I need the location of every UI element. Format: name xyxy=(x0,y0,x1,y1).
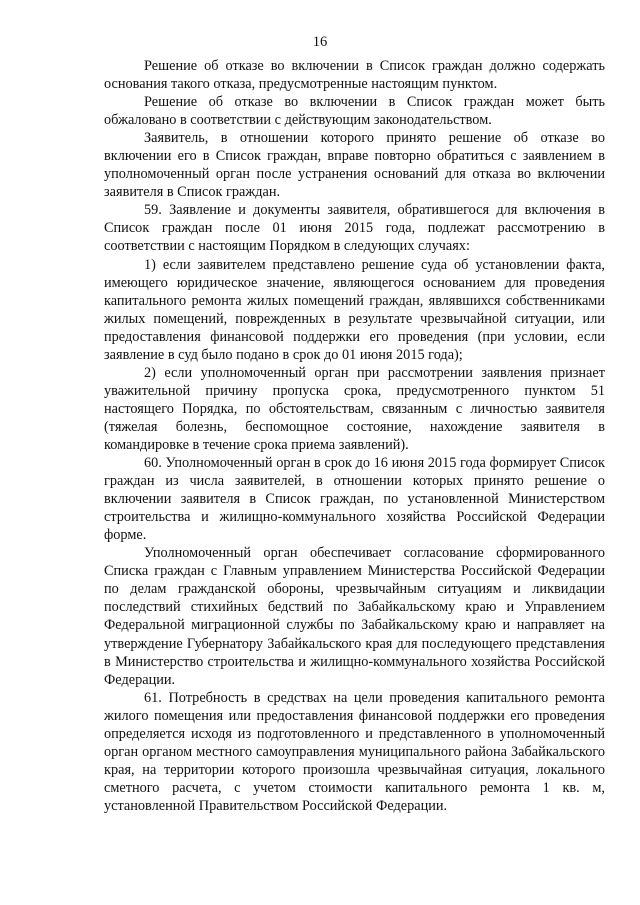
paragraph-repeat-application: Заявитель, в отношении которого принято решение об отказе во включении его в Список граждан, вправе повторно обратиться с заявлением в уполномоченный орган после устранения оснований для отказа во включении заявителя в Список граждан. xyxy=(104,130,605,201)
page-number: 16 xyxy=(312,34,328,50)
paragraph-item-59: 59. Заявление и документы заявителя, обратившегося для включения в Список граждан после 01 июня 2015 года, подлежат рассмотрению в соответствии с настоящим Порядком в следующих случаях: xyxy=(104,202,605,255)
paragraph-item-61: 61. Потребность в средствах на цели проведения капитального ремонта жилого помещения или предоставления финансовой поддержки его проведения определяется исходя из подготовленного и представленного в уполномоченный орган органом местного самоуправления муниципального района Забайкальского края, на территории которого произошла чрезвычайная ситуация, локального сметного расчета, с учетом стоимости капитального ремонта 1 кв. м, установленной Правительством Российской Федерации. xyxy=(104,689,605,814)
paragraph-item-60: 60. Уполномоченный орган в срок до 16 июня 2015 года формирует Список граждан из числа заявителей, в отношении которых принято решение о включении заявителя в Список граждан, по установленной Министерством строительства и жилищно-коммунального хозяйства Российской Федерации форме. xyxy=(104,455,605,544)
paragraph-item-59-case-1: 1) если заявителем представлено решение суда об установлении факта, имеющего юридическое значение, являющегося основанием для проведения капитального ремонта жилых помещений граждан, являвшихся собственниками жилых помещений, поврежденных в результате чрезвычайной ситуации, или предоставления финансовой поддержки его проведения (при условии, если заявление в суд было подано в срок до 01 июня 2015 года); xyxy=(104,256,605,363)
document-body xyxy=(104,57,605,815)
paragraph-item-59-case-2: 2) если уполномоченный орган при рассмотрении заявления признает уважительной причину пропуска срока, предусмотренного пунктом 51 настоящего Порядка, по обстоятельствам, связанным с личностью заявителя (тяжелая болезнь, беспомощное состояние, нахождение заявителя в командировке в течение срока приема заявлений). xyxy=(104,364,605,453)
paragraph-refusal-grounds: Решение об отказе во включении в Список граждан должно содержать основания такого отказа, предусмотренные настоящим пунктом. xyxy=(104,58,605,93)
paragraph-list-approval: Уполномоченный орган обеспечивает согласование сформированного Списка граждан с Главным управлением Министерства Российской Федерации по делам гражданской обороны, чрезвычайным ситуациям и ликвидации последствий стихийных бедствий по Забайкальскому краю и Управлением Федеральной миграционной службы по Забайкальскому краю и направляет на утверждение Губернатору Забайкальского края для последующего представления в Министерство строительства и жилищно-коммунального хозяйства Российской Федерации. xyxy=(104,545,605,688)
paragraph-refusal-appeal: Решение об отказе во включении в Список граждан может быть обжаловано в соответствии с действующим законодательством. xyxy=(104,94,605,129)
